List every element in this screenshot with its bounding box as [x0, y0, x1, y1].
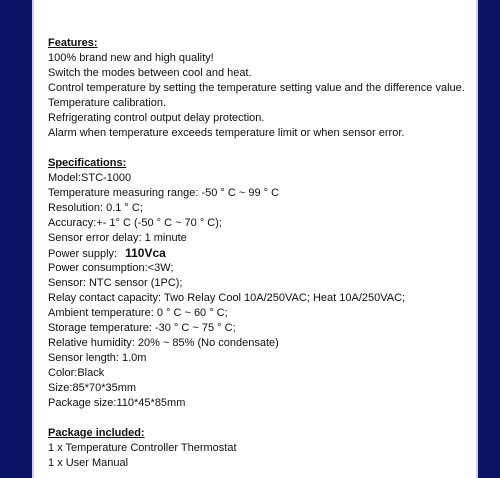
product-description	[48, 36, 478, 471]
section-spacer	[48, 411, 478, 426]
spec-humidity: Relative humidity: 20% ~ 85% (No condensate)	[48, 337, 279, 349]
spec-color: Color:Black	[48, 367, 105, 379]
specifications-heading: Specifications:	[48, 157, 127, 169]
spec-sensor-length: Sensor length: 1.0m	[48, 352, 147, 364]
package-heading: Package included:	[48, 427, 145, 439]
spec-range: Temperature measuring range: -50 ° C ~ 99 ° C	[48, 187, 280, 199]
spec-resolution: Resolution: 0.1 ° C;	[48, 202, 143, 214]
listing-panel	[32, 0, 478, 478]
power-supply-label: Power supply:	[48, 248, 118, 260]
feature-item: 100% brand new and high quality!	[48, 52, 214, 64]
package-item: 1 x Temperature Controller Thermostat	[48, 442, 237, 454]
spec-storage: Storage temperature: -30 ° C ~ 75 ° C;	[48, 322, 236, 334]
feature-item: Control temperature by setting the temperature setting value and the difference value.	[48, 82, 465, 94]
spec-sensor-delay: Sensor error delay: 1 minute	[48, 232, 187, 244]
features-heading: Features:	[48, 37, 98, 49]
spec-package-size: Package size:110*45*85mm	[48, 397, 186, 409]
spec-ambient: Ambient temperature: 0 ° C ~ 60 ° C;	[48, 307, 228, 319]
spec-model: Model:STC-1000	[48, 172, 132, 184]
spec-sensor: Sensor: NTC sensor (1PC);	[48, 277, 183, 289]
spec-power-consumption: Power consumption:<3W;	[48, 262, 174, 274]
spec-power-supply	[48, 246, 478, 261]
feature-item: Alarm when temperature exceeds temperature limit or when sensor error.	[48, 127, 405, 139]
spec-accuracy: Accuracy:+- 1° C (-50 ° C ~ 70 ° C);	[48, 217, 222, 229]
spec-relay: Relay contact capacity: Two Relay Cool 10A/250VAC; Heat 10A/250VAC;	[48, 292, 406, 304]
power-supply-value: 110Vca	[125, 246, 166, 260]
spec-size: Size:85*70*35mm	[48, 382, 137, 394]
feature-item: Temperature calibration.	[48, 97, 167, 109]
section-spacer	[48, 141, 478, 156]
package-item: 1 x User Manual	[48, 457, 129, 469]
feature-item: Refrigerating control output delay protection.	[48, 112, 265, 124]
feature-item: Switch the modes between cool and heat.	[48, 67, 252, 79]
